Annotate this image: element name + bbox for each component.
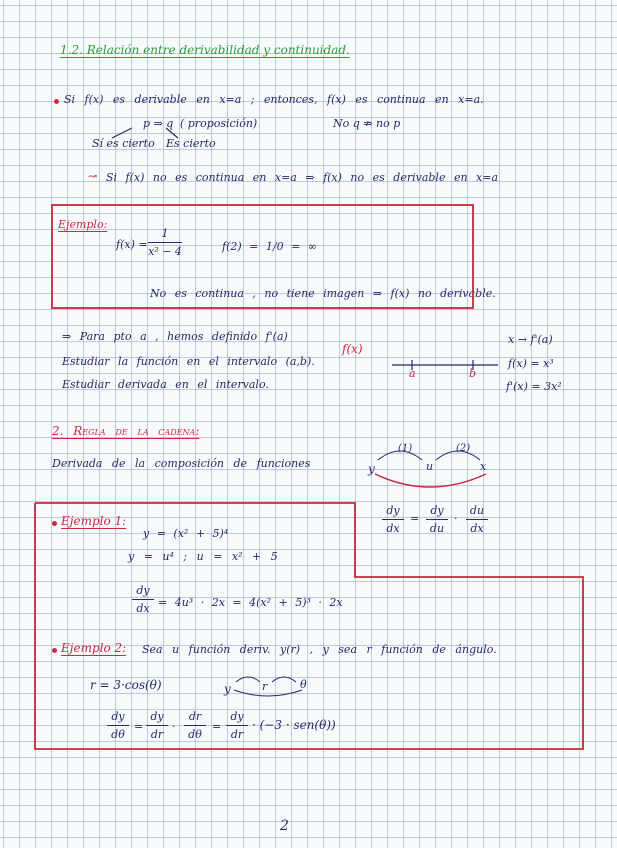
interval-line-3: Estudiar derivada en el intervalo. <box>62 378 269 391</box>
dot-sign: · <box>454 512 458 525</box>
fx-label: f(x) = <box>116 238 148 251</box>
example-2-label: Ejemplo 2: <box>61 641 127 655</box>
example-conclusion: No es continua , no tiene imagen ⇒ f(x) no derivable. <box>150 287 496 300</box>
f-of-2: f(2) = 1/0 = ∞ <box>222 240 317 253</box>
section-2-title: 2. Regla de la cadena: <box>52 424 200 438</box>
numerator: dy <box>230 710 244 723</box>
point-b: b <box>469 367 477 380</box>
numerator: dy <box>386 504 400 517</box>
denominator: dr <box>230 728 244 741</box>
denominator: dx <box>136 602 150 615</box>
not-q-not-p: No q ⇏ no p <box>333 117 401 130</box>
map-line-2: f(x) = x³ <box>508 357 554 370</box>
numerator: dy <box>150 710 164 723</box>
denominator: du <box>429 522 445 535</box>
denominator: x² − 4 <box>148 245 182 258</box>
squiggle-arrow-icon: ↝ <box>88 170 98 183</box>
numerator: du <box>469 504 485 517</box>
arc-1-icon <box>378 451 422 460</box>
arrow-right-icon <box>166 128 178 138</box>
example-1-line-2: y = u⁴ ; u = x² + 5 <box>128 550 278 563</box>
equals-sign: = <box>134 720 144 733</box>
example-label: Ejemplo: <box>58 218 108 231</box>
fx-red-label: f(x) <box>342 342 363 356</box>
p-implies-q: p ⇒ q <box>143 117 174 130</box>
theorem-line: Si f(x) es derivable en x=a ; entonces, f(x) es continua en x=a. <box>64 93 484 106</box>
numerator: dy <box>136 584 150 597</box>
equals-sign: = <box>410 512 420 525</box>
equals-sign: = <box>212 720 222 733</box>
contrapositive-line: Si f(x) no es continua en x=a ⇒ f(x) no es derivable en x=a <box>106 171 499 184</box>
example-2-tail: · (−3 · sen(θ)) <box>252 718 336 732</box>
example-box <box>52 205 473 308</box>
example-1-result: = 4u³ · 2x = 4(x² + 5)³ · 2x <box>158 596 343 609</box>
map-line-3: f'(x) = 3x² <box>506 380 562 393</box>
red-curve-icon <box>375 474 486 487</box>
denominator: dθ <box>188 728 202 741</box>
chain-step-1: (1) <box>398 443 413 454</box>
denominator: dx <box>470 522 484 535</box>
interval-line-2: Estudiar la función en el intervalo (a,b). <box>62 355 315 368</box>
section-2-subtitle: Derivada de la composición de funciones <box>52 457 311 470</box>
arc-y-r-icon <box>236 677 260 682</box>
dot-sign: · <box>172 720 176 733</box>
denominator: dr <box>150 728 164 741</box>
numerator: 1 <box>161 227 169 240</box>
example-1-label: Ejemplo 1: <box>61 514 127 528</box>
r-definition: r = 3·cos(θ) <box>90 678 162 692</box>
map-line-1: x → f'(a) <box>508 333 553 346</box>
diag-theta: θ <box>300 678 307 691</box>
es-cierto: Es cierto <box>166 137 216 150</box>
arc-2-icon <box>436 451 480 460</box>
chain-diagram-u: u <box>426 460 434 473</box>
si-es-cierto: Sí es cierto <box>92 137 155 150</box>
numerator: dy <box>430 504 444 517</box>
interval-line-1: ⇒ Para pto a , hemos definido f'(a) <box>62 330 288 343</box>
chain-step-2: (2) <box>456 443 471 454</box>
page-number: 2 <box>280 818 289 834</box>
example-2-statement: Sea u función deriv. y(r) , y sea r función de ángulo. <box>142 643 497 656</box>
proposition-note: ( proposición) <box>180 117 258 130</box>
arc-y-theta-icon <box>234 690 302 696</box>
chain-rule-frame <box>35 503 583 749</box>
chain-diagram-y: y <box>368 462 375 476</box>
diag-r: r <box>262 680 268 693</box>
arrow-left-icon <box>112 128 132 138</box>
numerator: dy <box>111 710 125 723</box>
denominator: dx <box>386 522 400 535</box>
arc-r-theta-icon <box>272 677 296 682</box>
section-title: 1.2. Relación entre derivabilidad y continuidad. <box>60 43 350 57</box>
diag-y: y <box>224 682 231 696</box>
numerator: dr <box>188 710 202 723</box>
chain-diagram-x: x <box>480 460 487 473</box>
denominator: dθ <box>111 728 125 741</box>
example-1-line-1: y = (x² + 5)⁴ <box>143 527 229 540</box>
point-a: a <box>409 367 416 380</box>
